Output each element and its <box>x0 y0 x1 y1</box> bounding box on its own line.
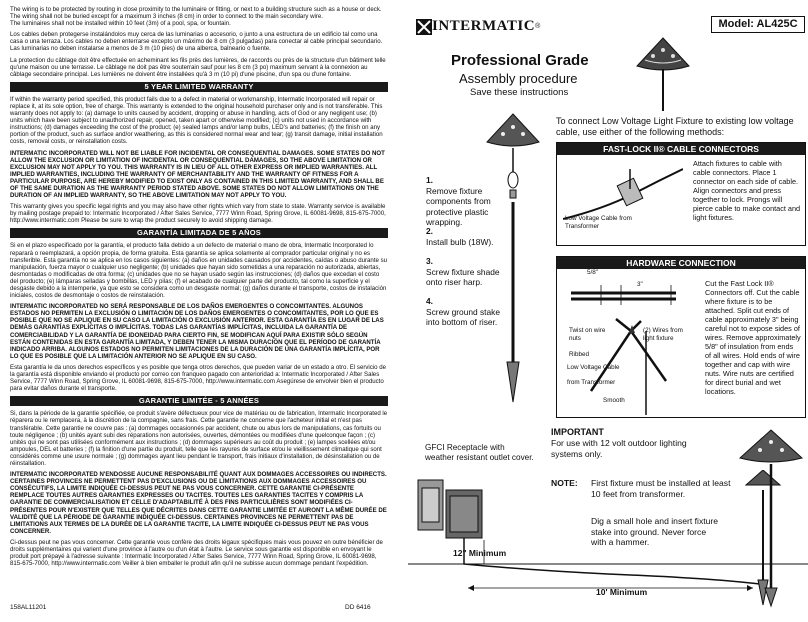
instructions-column <box>408 0 808 622</box>
wiring-line-1: The wiring is to be protected by routing in close proximity to the luminaire or fitting, or next to a building structure such as a house or deck. <box>10 6 382 13</box>
step-1-number: 1. <box>426 175 433 185</box>
professional-grade-title: Professional Grade <box>451 52 589 69</box>
step-4 <box>426 296 506 328</box>
warranty-es-body: Si en el plazo especificado por la garantía, el producto falla debido a un defecto de material o mano de obra, Intermatic Incorporated lo reparará o reemplazará, a opción propia, de forma gratuita. Esta garantía se aplica solamente al comprador particular original y no es transferible. Esta garantía no se aplica en los casos siguientes: (a) daños en unidades causados por accidentes, caídas o abuso durante su manipulación, fuerza mayor o cualquier uso negligente; (b) unidades que hayan sido sometidas a una reparación no autorizada, abiertas, desmontadas o modificadas de otra forma; (c) unidades que no se hayan usado según las instrucciones; (d) daños que excedan el costo del producto; (e) lámparas selladas y bombillas, LED y pilas; (f) el acabado de cualquier parte del producto, tal como la superficie y el desgaste debido a la intemperie, ya que esto se considera como un desgaste normal; (g) daños durante el transporte, costos de instalación iniciales, costos de desmontaje o costos de reinstalación. <box>10 242 388 300</box>
step-2 <box>426 226 506 247</box>
connect-intro: To connect Low Voltage Light Fixture to existing low voltage cable, use either of the following methods: <box>556 116 794 137</box>
warranty-column <box>10 6 388 618</box>
step-2-text: Install bulb (18W). <box>426 236 494 247</box>
hardware-connection-panel <box>556 256 806 418</box>
assembly-procedure-title: Assembly procedure <box>459 71 578 86</box>
brand-name: INTERMATIC <box>432 18 536 34</box>
installed-fixture-illustration <box>736 428 806 608</box>
step-3-text: Screw fixture shade onto riser harp. <box>426 266 500 287</box>
ribbed-label: Ribbed <box>569 351 589 358</box>
dd-number: DD 6416 <box>345 604 371 611</box>
warranty-en-heading: 5 YEAR LIMITED WARRANTY <box>10 82 388 92</box>
important-text: For use with 12 volt outdoor lighting systems only. <box>551 438 687 459</box>
hardware-connection-heading: HARDWARE CONNECTION <box>557 257 805 269</box>
hardware-splice-illustration <box>561 271 691 415</box>
step-3-number: 3. <box>426 256 433 266</box>
step-1 <box>426 175 506 228</box>
five-eighths-dim: 5/8" <box>587 269 598 276</box>
twelve-inch-minimum: 12" Minimum <box>453 548 507 558</box>
low-voltage-cable-label: Low Voltage Cable <box>567 364 620 371</box>
gfci-caption: GFCI Receptacle with weather resistant outlet cover. <box>425 443 534 462</box>
warranty-fr-heading: GARANTIE LIMITÉE - 5 ANNÉES <box>10 396 388 406</box>
dig-instructions: Dig a small hole and insert fixture stake into ground. Never force with a hammer. <box>591 516 719 547</box>
note-label: NOTE: <box>551 478 578 488</box>
fast-lock-instructions: Attach fixtures to cable with cable connectors. Place 1 connector on each side of cable. Align connectors and press together to lock. Prongs will pierce cable to make contact and light fixtures. <box>693 159 801 222</box>
warranty-fr-service: Ci-dessus peut ne pas vous concerner. Cette garantie vous confère des droits légaux spécifiques mais vous pouvez en outre bénéficier de droits supplémentaires qui varient d'une province à l'autre ou d'un état à l'autre. Le service sous garantie est disponible en envoyant le produit port prépayé à l'adresse suivante : Intermatic Incorporated / After Sales Service, 7777 Winn Road, Spring Grove, IL 60081-9698, 815-675-7000, http://www.intermatic.com Veiller à bien emballer le produit afin qu'il ne subisse aucun dommage pendant l'expédition. <box>10 538 383 568</box>
step-1-text: Remove fixture components from protective plastic wrapping. <box>426 185 491 227</box>
twist-wire-nuts-label: Twist on wire nuts <box>569 327 606 342</box>
wiring-line-2: The wiring shall not be buried except for a maximum 3 inches (8 cm) in order to connect to the main secondary wire. <box>10 13 323 21</box>
document-code: 158AL11201 <box>10 604 47 611</box>
fixture-shade-illustration <box>633 36 693 111</box>
wiring-note-en <box>10 6 388 27</box>
warranty-fr-liability: INTERMATIC INCORPORATED N'ENDOSSE AUCUNE RESPONSABILITÉ QUANT AUX DOMMAGES ACCESSOIRES OU INDIRECTS. CERTAINES PROVINCES NE PERMETTENT PAS D'EXCLUSIONS OU DE LIMITATIONS AUX DOMMAGES ACCESSOIRES OU CONSÉCUTIFS, LA LIMITE INDIQUÉE CI-DESSUS PEUT NE PAS VOUS CONCERNER. CETTE GARANTIE CI-PRÉSENTE REMPLACE TOUTES AUTRES GARANTIES EXPRESSES OU TACITES. TOUTES LES GARANTIES TACITES Y COMPRIS LA GARANTIE DE COMMERCIALISATION ET CELLE D'ADAPTABILITÉ À DES FINS PARTICULIÈRES SONT MODIFIÉES CI-PRÉSENTES POUR N'EXISTER QUE TELLES QUE DÉCRITES DANS CETTE GARANTIE LIMITÉE ET AURONT LA MÊME DURÉE DE VALIDITÉ QUE LA PÉRIODE DE GARANTIE INDIQUÉE CI-DESSUS. CERTAINES PROVINCES NE PERMETTENT PAS DE LIMITATIONS AUX TERMES DE LA DURÉE DE LA GARANTIE TACITE, LA LIMITE INDIQUÉE CI-DESSUS PEUT NE PAS VOUS CONCERNER. <box>10 471 387 535</box>
ten-foot-minimum: 10' Minimum <box>596 587 648 597</box>
step-4-number: 4. <box>426 296 433 306</box>
warranty-fr-body: Si, dans la période de la garantie spécifiée, ce produit s'avère défectueux pour vice de matériau ou de fabrication, Intermatic Incorporated le réparera ou le remplacera, à la discrétion de la compagnie, sans frais. Cette garantie ne concerne que l'acheteur initial et n'est pas transférable. Cette garantie ne couvre pas : (a) dommages occasionnés par accident, chute ou abus lors de manipulations, cas fortuits ou toute négligence ; (b) unités ayant subi des réparations non autorisées, ouvertes, démontées ou modifiées d'une quelconque façon ; (c) unités qui ne sont pas utilisées conformément aux instructions ; (d) dommages supérieurs au coût du produit ; (e) lampes scellées et/ou ampoules, DEL et batteries ; (f) la finition d'une partie du produit, telle que les rayures de surface et/ou le vieillissement climatique qui sont considérés comme une usure normale ; (g) dommages ayant lieu pendant le transport, frais initiaux d'installation, de désinstallation ou de réinstallation. <box>10 410 388 467</box>
registered-mark: ® <box>535 23 541 30</box>
smooth-label: Smooth <box>603 397 625 404</box>
fast-lock-panel <box>556 142 806 246</box>
fast-lock-heading: FAST-LOCK II® CABLE CONNECTORS <box>557 143 805 155</box>
wiring-note-es: Los cables deben protegerse instalándolos muy cerca de las luminarias o accesorio, o junto a una estructura de un edificio tal como una casa o una terraza. Los cables no deben enterrarse excepto un máximo de 8 cm (3 pulgadas) para conectar al cable principal secundario. Las luminarias no deben instalarse a menos de 3 m (10 pies) de una alberca, balneario o fuente. <box>10 31 383 53</box>
warranty-en-liability: INTERMATIC INCORPORATED WILL NOT BE LIABLE FOR INCIDENTAL OR CONSEQUENTIAL DAMAGES. SOME STATES DO NOT ALLOW THE EXCLUSION OR LIMITATION OF INCIDENTAL OR CONSEQUENTIAL DAMAGES, SO THE ABOVE LIMITATION OR EXCLUSION MAY NOT APPLY TO YOU. THIS WARRANTY IS IN LIEU OF ALL OTHER EXPRESS OR IMPLIED WARRANTIES. ALL IMPLIED WARRANTIES, INCLUDING THE WARRANTY OF MERCHANTABILITY AND THE WARRANTY OF FITNESS FOR A PARTICULAR PURPOSE, ARE HEREBY MODIFIED TO EXIST ONLY AS CONTAINED IN THIS LIMITED WARRANTY, AND SHALL BE OF THE SAME DURATION AS THE WARRANTY PERIOD STATED ABOVE. SOME STATES DO NOT ALLOW LIMITATIONS ON THE DURATION OF AN IMPLIED WARRANTY, SO THE ABOVE LIMITATION MAY NOT APPLY TO YOU. <box>10 149 385 200</box>
wiring-line-3: The luminaires shall not be installed within 10 feet (3m) of a pool, spa, or fountain. <box>10 20 231 28</box>
important-heading: IMPORTANT <box>551 427 604 437</box>
intermatic-logo-icon <box>416 19 432 35</box>
from-transformer-label: from Transformer <box>567 379 616 386</box>
step-2-number: 2. <box>426 226 433 236</box>
model-number: Model: AL425C <box>711 16 805 33</box>
warranty-es-liability: INTERMATIC INCORPORATED NO SERÁ RESPONSABLE DE LOS DAÑOS EMERGENTES O CONCOMITANTES. ALGUNOS ESTADOS NO PERMITEN LA EXCLUSIÓN O LIMITACIÓN DE LOS DAÑOS EMERGENTES O CONCOMITANTES, POR LO QUE ES POSIBLE QUE NO SE APLIQUE EN SU CASO LA LIMITACIÓN O EXCLUSIÓN ANTERIOR. ESTA GARANTÍA ES EN LUGAR DE LAS DEMÁS GARANTÍAS EXPLÍCITAS O IMPLÍCITAS. TODAS LAS GARANTÍAS IMPLÍCITAS, INCLUIDA LA GARANTÍA DE COMERCIABILIDAD Y LA GARANTÍA DE IDONEIDAD PARA CIERTO FIN, SE MODIFICAN AQUÍ PARA EXISTIR SÓLO SEGÚN ESTÁN CONTENIDAS EN ESTA GARANTÍA LIMITADA, Y DEBEN TENER LA MISMA DURACIÓN QUE EL PERÍODO DE GARANTÍA INDICADO ARRIBA. ALGUNOS ESTADOS NO PERMITEN LIMITACIONES DE LA DURACIÓN DE UNA GARANTÍA IMPLÍCITA, POR LO QUE ES POSIBLE QUE LA LIMITACIÓN ANTERIOR NO SE APLIQUE EN SU CASO. <box>10 303 384 360</box>
step-4-text: Screw ground stake into bottom of riser. <box>426 306 501 327</box>
step-3 <box>426 256 506 288</box>
warranty-es-heading: GARANTÍA LIMITADA DE 5 AÑOS <box>10 228 388 238</box>
hardware-instructions: Cut the Fast Lock II® Connectors off. Cut the cable where fixture is to be attached. Split cut ends of cable approximately 3" being careful not to expose sides of wires. Remove approximately 5/8" of insulation from ends of all wires. Hold ends of wire together and cap with wire nuts. Wire nuts are certified for direct burial and wet locations. <box>705 279 801 396</box>
warranty-es-service: Esta garantía le da unos derechos específicos y es posible que tenga otros derechos, que pueden variar de un estado a otro. El servicio de la garantía está disponible enviando el producto por correo con franqueo pagado con anterioridad a: Intermatic Incorporated / After Sales Service, 7777 Winn Road, Spring Grove, IL 60081-9698, 815-675-7000, http://www.intermatic.com Asegúrese de envolver bien el producto para evitar daños durante el transporte. <box>10 363 387 393</box>
two-wires-label: (2) Wires from light fixture <box>643 327 683 342</box>
three-inch-dim: 3" <box>637 281 643 288</box>
fast-lock-cable-label: Low Voltage Cable from Transformer <box>565 215 632 230</box>
save-instructions-note: Save these instructions <box>470 87 569 98</box>
wiring-note-fr: La protection du câblage doit être effectuée en acheminant les fils près des lumières, de raccords ou près de la structure d'un bâtiment telle qu'une maison ou une terrasse. Le câblage ne doit pas être souterrain sauf pour les 8 cm (3 po) maximum servant à la connexion au câblage secondaire principal. Les lumières ne doivent être installées qu'à 3 m (10 pi) d'une piscine, d'un spa ou d'une fontaine. <box>10 56 386 78</box>
warranty-en-service: This warranty gives you specific legal rights and you may also have other rights which vary from state to state. Warranty service is available by mailing postage prepaid to: Intermatic Incorporated / After Sales Service, 7777 Winn Road, Spring Grove, IL 60081-9698, 815-675-7000, http://www.intermatic.com Please be sure to wrap the product securely to avoid shipping damage. <box>10 203 386 225</box>
intermatic-logo <box>416 18 540 35</box>
note-text: First fixture must be installed at least 10 feet from transformer. <box>591 478 731 499</box>
warranty-en-body: If within the warranty period specified, this product fails due to a defect in material or workmanship, Intermatic Incorporated will repair or replace it, at its sole option, free of charge. This warranty is extended to the original household purchaser only and is not transferable. This warranty does not apply to: (a) damage to units caused by accident, dropping or abuse in handling, acts of God or any negligent use; (b) units which have been subject to unauthorized repair, opened, taken apart or otherwise modified; (c) units not used in accordance with instructions; (d) damages exceeding the cost of the product; (e) sealed lamps and/or lamp bulbs, LED's and batteries; (f) the finish on any portion of the product, such as surface and/or weathering, as this is considered normal wear and tear; (g) transit damage, initial installation costs, removal costs, or reinstallation costs. <box>10 95 383 146</box>
